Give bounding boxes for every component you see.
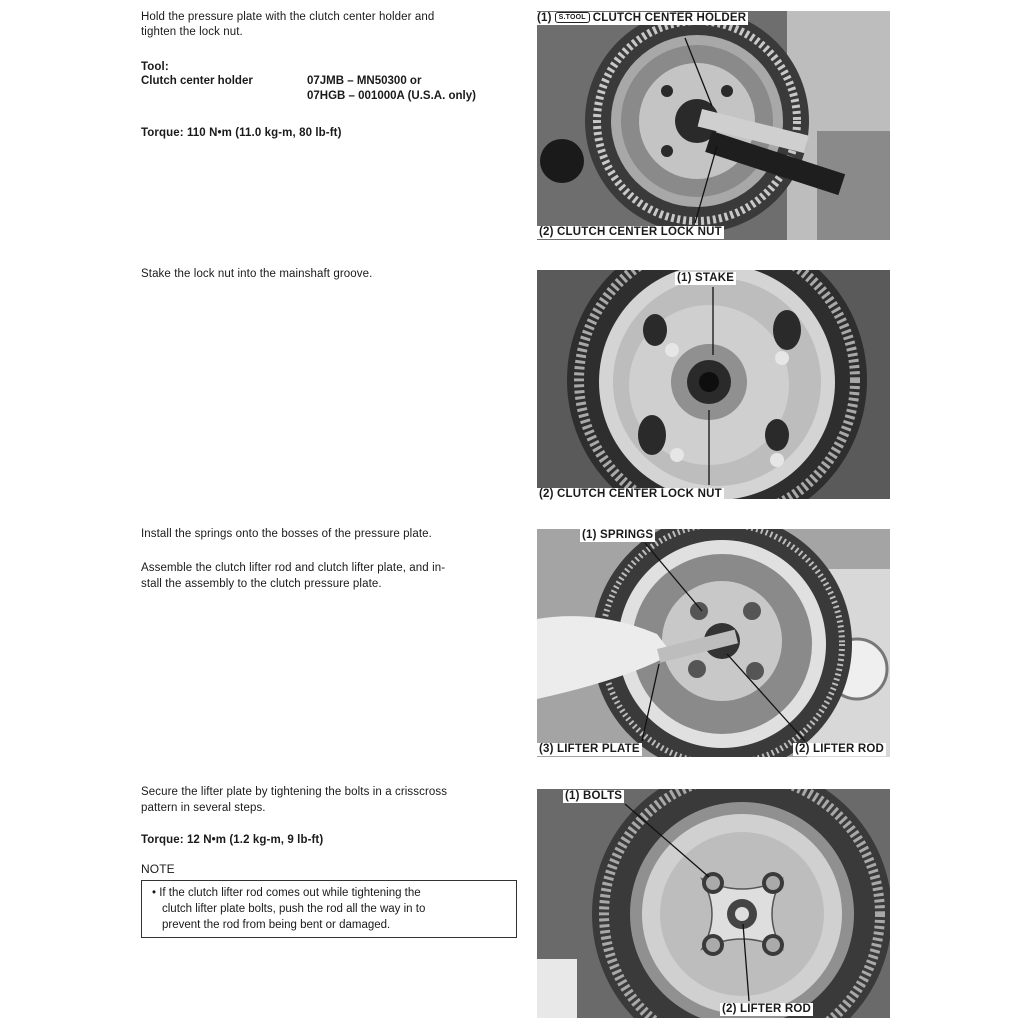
callout-lifter-rod-2: (2) LIFTER ROD (722, 1003, 812, 1015)
stake-lock-nut-photo (537, 270, 890, 499)
callout-springs: (1) SPRINGS (582, 529, 654, 541)
tool-table (141, 74, 476, 104)
tool-name: Clutch center holder (141, 75, 253, 87)
callout-clutch-center-lock-nut-1: (2) CLUTCH CENTER LOCK NUT (539, 226, 722, 238)
callout-clutch-center-lock-nut-2: (2) CLUTCH CENTER LOCK NUT (539, 488, 722, 500)
clutch-holder-photo (537, 11, 890, 240)
tool-part-number-2: 07HGB – 001000A (U.S.A. only) (307, 90, 476, 102)
step1-instruction-line1: Hold the pressure plate with the clutch center holder and (141, 11, 435, 23)
tool-heading: Tool: (141, 61, 169, 73)
note-line-2: clutch lifter plate bolts, push the rod all the way in to (162, 903, 426, 915)
note-line-3: prevent the rod from being bent or damaged. (162, 919, 391, 931)
note-box (141, 880, 517, 938)
callout-lifter-rod-1: (2) LIFTER ROD (795, 743, 885, 755)
step3-instruction-assemble-line1: Assemble the clutch lifter rod and clutch lifter plate, and in- (141, 562, 446, 574)
step1-torque-spec: Torque: 110 N•m (11.0 kg-m, 80 lb-ft) (141, 127, 342, 139)
callout-bolts: (1) BOLTS (565, 790, 623, 802)
callout-clutch-center-holder (535, 12, 748, 25)
callout-label-holder: CLUTCH CENTER HOLDER (592, 12, 747, 24)
step4-torque-spec: Torque: 12 N•m (1.2 kg-m, 9 lb-ft) (141, 834, 324, 846)
springs-lifter-photo (537, 529, 890, 757)
step3-instruction-assemble-line2: stall the assembly to the clutch pressure plate. (141, 578, 382, 590)
note-label: NOTE (141, 862, 175, 876)
lifter-plate-bolts-photo (537, 789, 890, 1018)
callout-number-1: (1) (537, 12, 552, 24)
tool-part-number-1: 07JMB – MN50300 or (307, 75, 422, 87)
note-line-1: • If the clutch lifter rod comes out while tightening the (152, 887, 421, 899)
callout-stake: (1) STAKE (677, 272, 735, 284)
step3-instruction-springs: Install the springs onto the bosses of the pressure plate. (141, 528, 432, 540)
callout-lifter-plate: (3) LIFTER PLATE (539, 743, 640, 755)
step4-instruction-line1: Secure the lifter plate by tightening the bolts in a crisscross (141, 786, 448, 798)
special-tool-badge-icon: S.TOOL (555, 12, 590, 23)
step4-instruction-line2: pattern in several steps. (141, 802, 266, 814)
step1-instruction-line2: tighten the lock nut. (141, 26, 243, 38)
step2-instruction: Stake the lock nut into the mainshaft groove. (141, 268, 373, 280)
